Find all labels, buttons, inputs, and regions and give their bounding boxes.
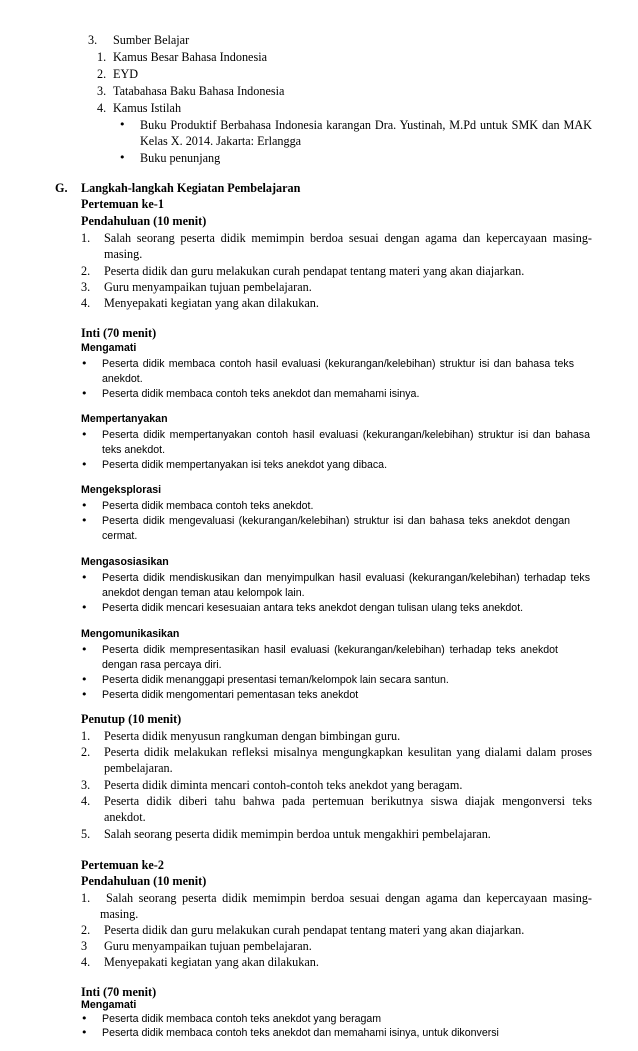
- list-item: • Peserta didik membaca contoh teks anekdot dan memahami isinya.: [102, 387, 419, 401]
- list-item: • Peserta didik mempresentasikan hasil evaluasi (kekurangan/kelebihan) terhadap teks anekdot: [102, 643, 558, 657]
- list-number: 2.: [81, 264, 91, 278]
- list-number: 3: [81, 939, 88, 953]
- activity-heading: Mengasosiasikan: [81, 556, 169, 568]
- list-item: • Peserta didik mencari kesesuaian antara teks anekdot dengan tulisan ulang teks anekdot.: [102, 601, 523, 615]
- list-item: Peserta didik diberi tahu bahwa pada pertemuan berikutnya siswa diajak mengonversi teks: [104, 794, 592, 808]
- list-item: Tatabahasa Baku Bahasa Indonesia: [113, 84, 285, 98]
- list-number: 5.: [81, 827, 91, 841]
- list-item: Salah seorang peserta didik memimpin berdoa untuk mengakhiri pembelajaran.: [104, 827, 491, 841]
- list-item: • Peserta didik membaca contoh teks anekdot dan memahami isinya, untuk dikonversi: [102, 1026, 499, 1040]
- activity-heading: Mengeksplorasi: [81, 484, 162, 496]
- list-number: 4.: [81, 955, 91, 969]
- list-item-continuation: anekdot.: [102, 373, 143, 385]
- list-number: 2.: [81, 923, 91, 937]
- list-number: 4.: [81, 794, 91, 808]
- list-item-continuation: Kelas X. 2014. Jakarta: Erlangga: [140, 134, 302, 148]
- list-item: • Peserta didik mempertanyakan contoh hasil evaluasi (kekurangan/kelebihan) struktur isi dan bahasa: [102, 428, 590, 442]
- list-item: • Buku penunjang: [140, 151, 220, 165]
- list-number: 1.: [81, 891, 91, 905]
- list-number: 3.: [97, 84, 107, 98]
- list-number: 4.: [81, 296, 91, 310]
- list-item: EYD: [113, 67, 139, 81]
- list-item: Kamus Besar Bahasa Indonesia: [113, 50, 267, 64]
- meeting-title: Pertemuan ke-1: [81, 197, 164, 211]
- activity-heading: Mempertanyakan: [81, 413, 168, 425]
- list-item-continuation: masing.: [104, 247, 143, 261]
- list-item: • Peserta didik mengevaluasi (kekurangan/kelebihan) struktur isi dan bahasa teks anekdot dengan: [102, 514, 570, 528]
- list-number: 1.: [81, 231, 91, 245]
- list-item: • Peserta didik menanggapi presentasi teman/kelompok lain secara santun.: [102, 673, 449, 687]
- activity-heading: Mengamati: [81, 342, 137, 354]
- section-letter: G.: [55, 181, 68, 195]
- list-number: 1.: [97, 50, 107, 64]
- list-item: • Peserta didik membaca contoh teks anekdot yang beragam: [102, 1012, 381, 1026]
- list-item-continuation: masing.: [100, 907, 139, 921]
- list-item: Menyepakati kegiatan yang akan dilakukan.: [104, 296, 319, 310]
- list-item: • Peserta didik mengomentari pementasan teks anekdot: [102, 688, 358, 702]
- subsection-title: Inti (70 menit): [81, 326, 157, 340]
- subsection-title: Inti (70 menit): [81, 985, 157, 999]
- list-item: Guru menyampaikan tujuan pembelajaran.: [104, 280, 312, 294]
- list-item-continuation: pembelajaran.: [104, 761, 173, 775]
- list-number: 3.: [88, 33, 98, 47]
- list-item: Peserta didik dan guru melakukan curah pendapat tentang materi yang akan diajarkan.: [104, 264, 525, 278]
- list-item: • Peserta didik mendiskusikan dan menyimpulkan hasil evaluasi (kekurangan/kelebihan) terhadap teks: [102, 571, 590, 585]
- subsection-title: Pendahuluan (10 menit): [81, 874, 207, 888]
- list-item: Salah seorang peserta didik memimpin berdoa sesuai dengan agama dan kepercayaan masing-: [104, 231, 592, 245]
- list-number: 3.: [81, 280, 91, 294]
- list-number: 2.: [81, 745, 91, 759]
- list-item: Peserta didik menyusun rangkuman dengan bimbingan guru.: [104, 729, 401, 743]
- list-item-continuation: cermat.: [102, 530, 138, 542]
- list-item: Kamus Istilah: [113, 101, 182, 115]
- meeting-title: Pertemuan ke-2: [81, 858, 164, 872]
- list-item: Peserta didik melakukan refleksi misalnya mengungkapkan kesulitan yang dialami dalam proses: [104, 745, 592, 759]
- section-title: Langkah-langkah Kegiatan Pembelajaran: [81, 181, 301, 195]
- list-item: • Buku Produktif Berbahasa Indonesia karangan Dra. Yustinah, M.Pd untuk SMK dan MAK: [140, 118, 592, 132]
- list-number: 1.: [81, 729, 91, 743]
- subsection-title: Penutup (10 menit): [81, 712, 182, 726]
- list-item-continuation: dengan rasa percaya diri.: [102, 659, 222, 671]
- list-item: Salah seorang peserta didik memimpin berdoa sesuai dengan agama dan kepercayaan masing-: [106, 891, 592, 905]
- list-item-continuation: teks anekdot.: [102, 444, 166, 456]
- list-item: Menyepakati kegiatan yang akan dilakukan.: [104, 955, 319, 969]
- activity-heading: Mengomunikasikan: [81, 628, 180, 640]
- list-number: 4.: [97, 101, 107, 115]
- list-number: 2.: [97, 67, 107, 81]
- list-item-continuation: anekdot dengan teman atau kelompok lain.: [102, 587, 305, 599]
- sumber-belajar-heading: Sumber Belajar: [113, 33, 190, 47]
- list-item: Peserta didik dan guru melakukan curah pendapat tentang materi yang akan diajarkan.: [104, 923, 525, 937]
- list-item: Guru menyampaikan tujuan pembelajaran.: [104, 939, 312, 953]
- list-item: Peserta didik diminta mencari contoh-contoh teks anekdot yang beragam.: [104, 778, 463, 792]
- list-item-continuation: anekdot.: [104, 810, 146, 824]
- activity-heading: Mengamati: [81, 999, 137, 1011]
- subsection-title: Pendahuluan (10 menit): [81, 214, 207, 228]
- list-item: • Peserta didik mempertanyakan isi teks anekdot yang dibaca.: [102, 458, 387, 472]
- list-item: • Peserta didik membaca contoh teks anekdot.: [102, 499, 313, 513]
- list-item: • Peserta didik membaca contoh hasil evaluasi (kekurangan/kelebihan) struktur isi dan bahasa teks: [102, 357, 574, 371]
- list-number: 3.: [81, 778, 91, 792]
